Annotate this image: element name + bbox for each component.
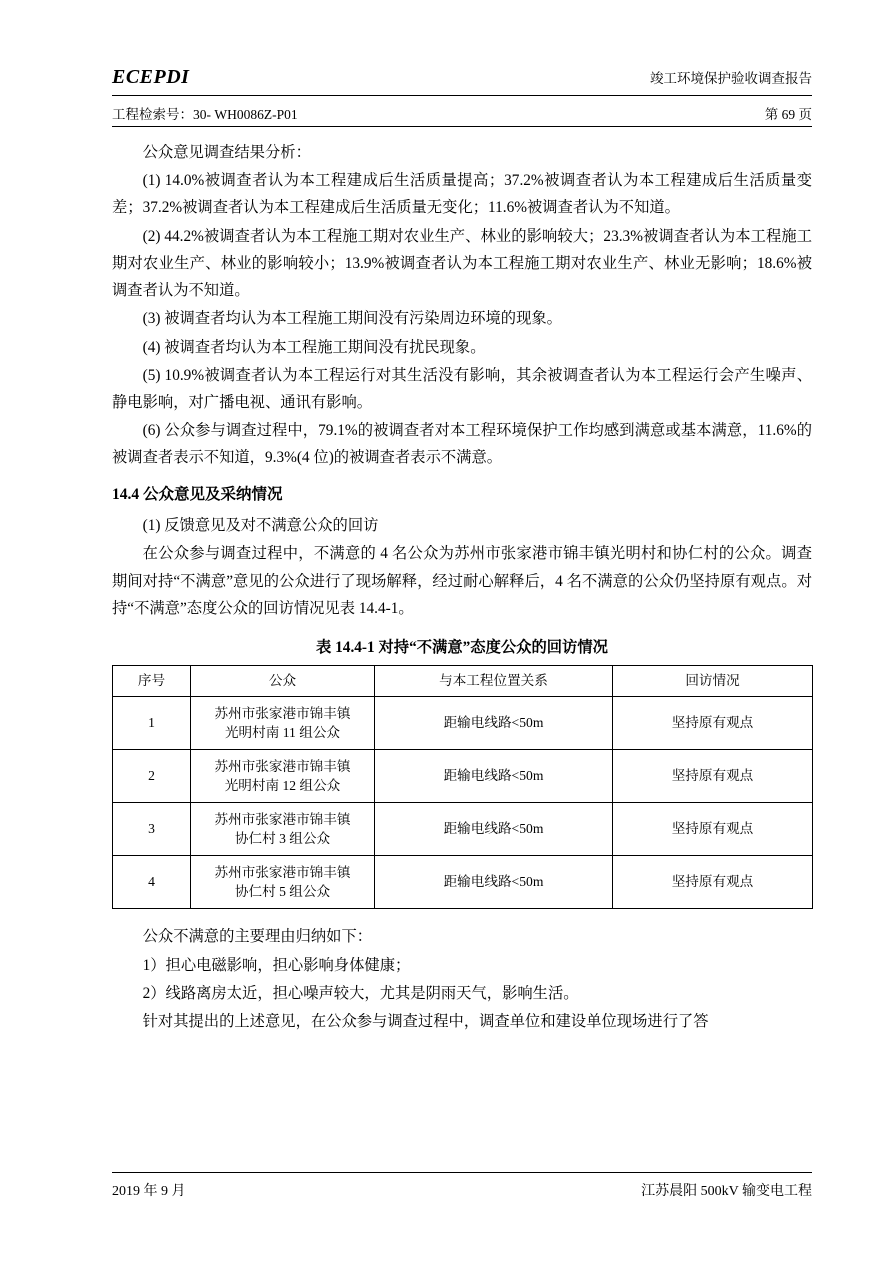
revisit-table — [112, 665, 813, 909]
finding-item-2: (2) 44.2%被调查者认为本工程施工期对农业生产、林业的影响较大；23.3%被调查者认为本工程施工期对农业生产、林业的影响较小；13.9%被调查者认为本工程施工期对农业生产、林业无影响；18.6%被调查者认为不知道。 — [112, 227, 812, 300]
table-row — [113, 750, 813, 803]
document-number: 工程检索号：30- WH0086Z-P01 — [112, 107, 298, 122]
header-divider-bottom — [112, 126, 812, 127]
reason-item-1: 1）担心电磁影响，担心影响身体健康； — [142, 956, 411, 974]
table-row — [113, 697, 813, 750]
cell-result: 坚持原有观点 — [613, 856, 813, 909]
closing-paragraph: 针对其提出的上述意见，在公众参与调查过程中，调查单位和建设单位现场进行了答 — [142, 1012, 709, 1030]
cell-no: 4 — [113, 856, 191, 909]
cell-relation: 距输电线路<50m — [375, 803, 613, 856]
page-header — [112, 66, 812, 89]
cell-public-line2: 光明村南 12 组公众 — [224, 778, 341, 794]
cell-result: 坚持原有观点 — [613, 803, 813, 856]
column-header-public: 公众 — [191, 666, 375, 697]
column-header-result: 回访情况 — [613, 666, 813, 697]
reason-item-2: 2）线路离房太近，担心噪声较大，尤其是阴雨天气，影响生活。 — [142, 984, 579, 1002]
table-header-row — [113, 666, 813, 697]
table-row — [113, 856, 813, 909]
page-number: 第 69 页 — [764, 107, 812, 122]
footer-divider — [112, 1172, 812, 1173]
cell-public — [191, 750, 375, 803]
cell-relation: 距输电线路<50m — [375, 697, 613, 750]
footer-project: 江苏晨阳 500kV 输变电工程 — [641, 1184, 812, 1199]
section-heading-14-4: 14.4 公众意见及采纳情况 — [112, 485, 283, 503]
cell-result: 坚持原有观点 — [613, 697, 813, 750]
footer-row — [112, 1180, 812, 1200]
cell-public-line2: 光明村南 11 组公众 — [224, 725, 341, 741]
page-content — [112, 0, 812, 1036]
finding-item-6: (6) 公众参与调查过程中，79.1%的被调查者对本工程环境保护工作均感到满意或基本满意，11.6%的被调查者表示不知道，9.3%(4 位)的被调查者表示不满意。 — [112, 422, 812, 467]
report-title: 竣工环境保护验收调查报告 — [650, 71, 812, 86]
intro-paragraph: 公众意见调查结果分析： — [142, 144, 311, 161]
footer-date: 2019 年 9 月 — [112, 1184, 186, 1199]
cell-public-line1: 苏州市张家港市锦丰镇 — [214, 705, 351, 721]
column-header-no: 序号 — [113, 666, 191, 697]
table-row — [113, 803, 813, 856]
finding-item-3: (3) 被调查者均认为本工程施工期间没有污染周边环境的现象。 — [142, 310, 562, 328]
page-footer — [112, 1172, 812, 1200]
cell-relation: 距输电线路<50m — [375, 856, 613, 909]
cell-public — [191, 697, 375, 750]
cell-public-line1: 苏州市张家港市锦丰镇 — [214, 758, 351, 774]
cell-public-line2: 协仁村 5 组公众 — [234, 884, 331, 900]
post-table-text — [112, 923, 812, 1035]
cell-public-line1: 苏州市张家港市锦丰镇 — [214, 811, 351, 827]
cell-no: 3 — [113, 803, 191, 856]
reasons-intro: 公众不满意的主要理由归纳如下： — [142, 928, 373, 946]
cell-result: 坚持原有观点 — [613, 750, 813, 803]
cell-relation: 距输电线路<50m — [375, 750, 613, 803]
cell-no: 2 — [113, 750, 191, 803]
table-caption: 表 14.4-1 对持“不满意”态度公众的回访情况 — [316, 639, 608, 657]
header-meta-row — [112, 96, 812, 126]
finding-item-1: (1) 14.0%被调查者认为本工程建成后生活质量提高；37.2%被调查者认为本工程建成后生活质量变差；37.2%被调查者认为本工程建成后生活质量无变化；11.6%被调查者认为不知道。 — [112, 172, 812, 217]
subsection-paragraph: 在公众参与调查过程中，不满意的 4 名公众为苏州市张家港市锦丰镇光明村和协仁村的公众。调查期间对持“不满意”意见的公众进行了现场解释，经过耐心解释后，4 名不满意的公众仍坚持原有观点。对持“不满意”态度公众的回访情况见表 14.4-1。 — [112, 545, 812, 617]
cell-public — [191, 803, 375, 856]
cell-public — [191, 856, 375, 909]
column-header-relation: 与本工程位置关系 — [375, 666, 613, 697]
finding-item-5: (5) 10.9%被调查者认为本工程运行对其生活没有影响，其余被调查者认为本工程运行会产生噪声、静电影响，对广播电视、通讯有影响。 — [112, 366, 812, 411]
company-logo: ECEPDI — [112, 66, 190, 88]
subsection-item-1: (1) 反馈意见及对不满意公众的回访 — [142, 517, 379, 535]
document-body — [112, 139, 812, 1035]
cell-public-line2: 协仁村 3 组公众 — [234, 831, 331, 847]
cell-public-line1: 苏州市张家港市锦丰镇 — [214, 864, 351, 880]
finding-item-4: (4) 被调查者均认为本工程施工期间没有扰民现象。 — [142, 338, 486, 356]
cell-no: 1 — [113, 697, 191, 750]
